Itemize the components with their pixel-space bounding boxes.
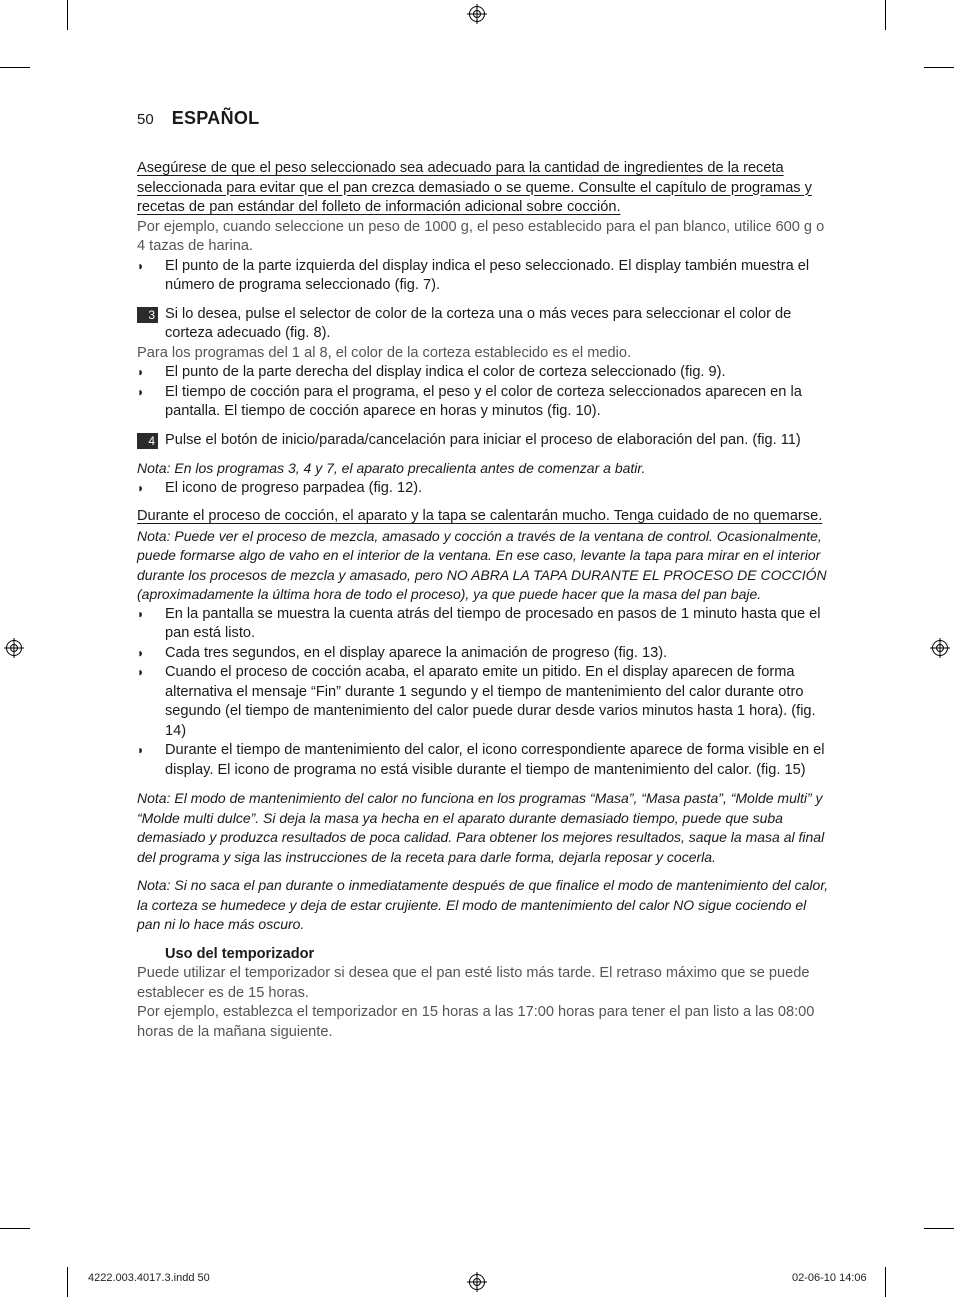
file-info: 4222.003.4017.3.indd 50 bbox=[88, 1272, 210, 1284]
bullet-icon: ◗ bbox=[137, 480, 145, 495]
bullet-icon: ◗ bbox=[137, 258, 145, 273]
timer-example: Por ejemplo, establezca el temporizador en 15 horas a las 17:00 horas para tener el pan listo a las 08:00 horas de la mañana siguiente. bbox=[137, 1004, 815, 1040]
date-info: 02-06-10 14:06 bbox=[792, 1272, 867, 1284]
language-heading: ESPAÑOL bbox=[171, 108, 260, 128]
bullet-icon: ◗ bbox=[137, 743, 145, 757]
crop-mark bbox=[67, 0, 68, 30]
page-body bbox=[137, 159, 829, 1042]
bullet-icon: ◗ bbox=[137, 645, 145, 660]
crop-mark bbox=[924, 1228, 954, 1229]
page-number: 50 bbox=[137, 111, 154, 128]
example-text: Por ejemplo, cuando seleccione un peso de 1000 g, el peso establecido para el pan blanco, utilice 600 g o 4 tazas de harina. bbox=[137, 218, 825, 254]
crop-mark bbox=[0, 1228, 30, 1229]
step-info: Para los programas del 1 al 8, el color de la corteza establecido es el medio. bbox=[137, 344, 632, 361]
crop-mark bbox=[924, 67, 954, 68]
crop-mark bbox=[67, 1267, 68, 1297]
bullet-icon: ◗ bbox=[137, 365, 145, 379]
list-item bbox=[137, 363, 829, 383]
step-4 bbox=[137, 431, 829, 451]
list-item-text: En la pantalla se muestra la cuenta atrás del tiempo de procesado en pasos de 1 minuto hasta que el pan está listo. bbox=[165, 605, 821, 641]
warning-weight: Asegúrese de que el peso seleccionado sea adecuado para la cantidad de ingredientes de la receta seleccionada para evitar que el pan crezca demasiado o se queme. Consulte el capítulo de programas y recetas de pan estándar del folleto de información adicional sobre cocción. bbox=[137, 160, 812, 215]
list-item-text: Cada tres segundos, en el display aparece la animación de progreso (fig. 13). bbox=[165, 644, 668, 661]
list-item bbox=[137, 663, 829, 741]
step-text: Pulse el botón de inicio/parada/cancelación para iniciar el proceso de elaboración del pan. (fig. 11) bbox=[165, 431, 801, 448]
note-keep-warm: Nota: El modo de mantenimiento del calor no funciona en los programas “Masa”, “Masa pasta”, “Molde multi” y “Molde multi dulce”. Si deja la masa ya hecha en el aparato durante demasiado tiempo, puede que suba demasiado y produzca resultados de poca calidad. Para obtener los mejores resultados, saque la masa al final del programa y siga las instrucciones de la receta para darle forma, dejarla reposar y cocerla. bbox=[137, 790, 825, 865]
list-item-text: El tiempo de cocción para el programa, el peso y el color de corteza seleccionados aparecen en la pantalla. El tiempo de cocción aparece en horas y minutos (fig. 10). bbox=[165, 383, 802, 419]
registration-mark-icon bbox=[930, 638, 950, 658]
registration-mark-icon bbox=[467, 1272, 487, 1292]
list-item-text: El punto de la parte derecha del display indica el color de corteza seleccionado (fig. 9). bbox=[165, 364, 726, 380]
page-header bbox=[137, 108, 259, 132]
crop-mark bbox=[885, 1267, 886, 1297]
crop-mark bbox=[885, 0, 886, 30]
note-remove-bread: Nota: Si no saca el pan durante o inmediatamente después de que finalice el modo de mantenimiento del calor, la corteza se humedece y deja de estar crujiente. El modo de mantenimiento del calor NO sigue cociendo el pan ni lo hace más oscuro. bbox=[137, 877, 829, 932]
list-item bbox=[137, 644, 829, 664]
timer-text: Puede utilizar el temporizador si desea que el pan esté listo más tarde. El retraso máximo que se puede establecer es de 15 horas. bbox=[137, 965, 810, 1001]
step-number: 4 bbox=[137, 433, 158, 449]
step-number: 3 bbox=[137, 307, 158, 323]
warning-hot: Durante el proceso de cocción, el aparato y la tapa se calentarán mucho. Tenga cuidado de no quemarse. bbox=[137, 508, 823, 524]
list-item-text: Cuando el proceso de cocción acaba, el aparato emite un pitido. En el display aparecen de forma alternativa el mensaje “Fin” durante 1 segundo y el tiempo de mantenimiento del calor durante otro segundo (el tiempo de mantenimiento del calor puede durar desde varios minutos hasta 1 hora). (fig. 14) bbox=[165, 664, 816, 739]
crop-mark bbox=[0, 67, 30, 68]
list-item bbox=[137, 257, 829, 296]
list-item bbox=[137, 605, 829, 644]
list-item bbox=[137, 383, 829, 422]
bullet-icon: ◗ bbox=[137, 606, 145, 621]
list-item bbox=[137, 479, 829, 499]
list-item-text: El icono de progreso parpadea (fig. 12). bbox=[165, 479, 423, 496]
step-3 bbox=[137, 305, 829, 344]
list-item bbox=[137, 741, 829, 780]
registration-mark-icon bbox=[467, 4, 487, 24]
list-item-text: Durante el tiempo de mantenimiento del calor, el icono correspondiente aparece de forma visible en el display. El icono de programa no está visible durante el tiempo de mantenimiento del calor. (fig. 15) bbox=[165, 742, 825, 778]
bullet-icon: ◗ bbox=[137, 384, 145, 399]
step-text: Si lo desea, pulse el selector de color de la corteza una o más veces para seleccionar el color de corteza adecuado (fig. 8). bbox=[165, 305, 792, 341]
note-window: Nota: Puede ver el proceso de mezcla, amasado y cocción a través de la ventana de control. Ocasionalmente, puede formarse algo de vaho en el interior de la ventana. En ese caso, levante la tapa para mirar en el interior durante los procesos de mezcla y amasado, pero NO ABRA LA TAPA DURANTE EL PROCESO DE COCCIÓN (aproximadamente la última hora de todo el proceso), ya que puede hacer que la masa del pan baje. bbox=[137, 527, 827, 602]
registration-mark-icon bbox=[4, 638, 24, 658]
bullet-icon: ◗ bbox=[137, 665, 145, 679]
section-heading: Uso del temporizador bbox=[165, 945, 315, 962]
list-item-text: El punto de la parte izquierda del display indica el peso seleccionado. El display también muestra el número de programa seleccionado (fig. 7). bbox=[165, 257, 810, 293]
note-preheat: Nota: En los programas 3, 4 y 7, el aparato precalienta antes de comenzar a batir. bbox=[137, 460, 646, 476]
